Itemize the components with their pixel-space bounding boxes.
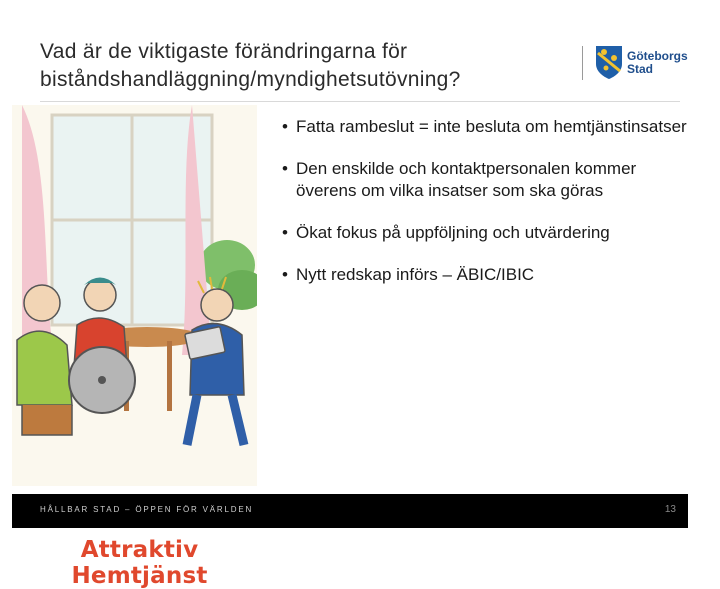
- logo-text-line1: Göteborgs: [627, 49, 688, 63]
- bullet-text: Den enskilde och kontaktpersonalen kommer överens om vilka insatser som ska göras: [296, 159, 637, 200]
- bullet-item: [282, 116, 692, 138]
- title-divider: [40, 101, 680, 102]
- bullet-icon: •: [282, 117, 288, 136]
- logo-wordmark: [627, 50, 688, 76]
- bullet-text: Nytt redskap införs – ÄBIC/IBIC: [296, 265, 535, 284]
- city-shield-icon: [594, 44, 624, 80]
- bullet-list: [282, 116, 692, 286]
- goteborgs-stad-logo: [594, 44, 704, 84]
- footer-bar: [12, 494, 688, 528]
- bullet-icon: •: [282, 159, 288, 178]
- logo-text-line2: Stad: [627, 62, 654, 76]
- bullet-text: Ökat fokus på uppföljning och utvärdering: [296, 223, 610, 242]
- bullet-icon: •: [282, 223, 288, 242]
- page-number: 13: [664, 504, 676, 515]
- bullet-icon: •: [282, 265, 288, 284]
- bullet-item: [282, 222, 692, 244]
- home-care-illustration: [12, 105, 257, 486]
- bullet-item: [282, 158, 692, 202]
- footer-tagline: HÅLLBAR STAD – ÖPPEN FÖR VÄRLDEN: [40, 505, 254, 514]
- logo-divider: [582, 46, 583, 80]
- bullet-text: Fatta rambeslut = inte besluta om hemtjänstinsatser: [296, 117, 687, 136]
- illustration-caption: Attraktiv Hemtjänst: [71, 537, 208, 589]
- slide-title: Vad är de viktigaste förändringarna för biståndshandläggning/myndighetsutövning?: [40, 40, 461, 91]
- bullet-item: [282, 264, 692, 286]
